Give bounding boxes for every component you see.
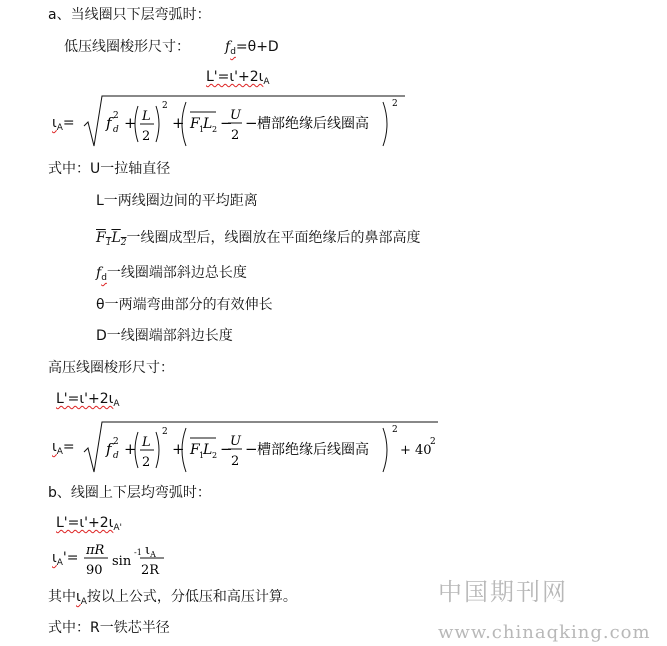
pi-R-num: πR — [86, 543, 105, 558]
low-voltage-label: 低压线圈梭形尺寸： — [64, 39, 190, 55]
two-den: 2 — [142, 129, 151, 144]
def-L: L一两线圈边间的平均距离 — [96, 193, 258, 209]
section-a-heading: a、当线圈只下层弯弧时： — [48, 7, 211, 23]
lA-prime-label: $\iota_A'=$ — [52, 550, 79, 568]
lA-formula-high — [80, 418, 450, 478]
F1-sub: 1 — [199, 125, 205, 134]
L-prime-formula-a — [206, 68, 270, 91]
L2-sub: 2 — [212, 125, 218, 134]
U-num: U — [230, 108, 241, 123]
svg-text:2: 2 — [162, 427, 168, 437]
lA-eq: = — [62, 115, 75, 131]
svg-text:−: − — [245, 114, 258, 132]
svg-text:d: d — [113, 451, 119, 461]
svg-text:2: 2 — [142, 455, 151, 470]
f-sub: d — [113, 125, 119, 135]
svg-text:+: + — [172, 440, 185, 458]
svg-text:f: f — [106, 440, 112, 458]
note-line: 其中$\iota_A$按以上公式，分低压和高压计算。 — [48, 589, 297, 607]
exp-40: 2 — [430, 437, 436, 447]
L-prime-sub: A — [263, 77, 270, 87]
svg-text:−: − — [245, 440, 258, 458]
L-prime-text: L'=ι'+2ι — [206, 69, 264, 85]
fd-def-text: 一线圈端部斜边总长度 — [106, 265, 247, 281]
svg-text:1: 1 — [199, 451, 205, 460]
two-den-U: 2 — [231, 128, 240, 143]
def-fd: $f_d$一线圈端部斜边总长度 — [96, 265, 247, 283]
arg-num: $\iota_A$ — [145, 543, 156, 559]
f-term: f — [106, 114, 112, 132]
svg-text:槽部绝缘后线圈高: 槽部绝缘后线圈高 — [257, 442, 369, 458]
def-F1L2 — [96, 229, 420, 252]
svg-text:2: 2 — [113, 437, 119, 447]
sin-exp: -1 — [134, 548, 142, 557]
den-90: 90 — [86, 563, 103, 578]
svg-text:U: U — [230, 434, 241, 449]
L2-term: L — [203, 116, 213, 132]
svg-text:L: L — [142, 435, 151, 450]
svg-text:−: − — [220, 440, 233, 458]
lA-sub: A — [56, 123, 63, 133]
exp2-outer: 2 — [392, 99, 398, 109]
section-b-heading: b、线圈上下层均弯弧时： — [48, 485, 211, 501]
watermark-cn: 中国期刊网 — [438, 578, 568, 606]
slot-height-text: 槽部绝缘后线圈高 — [257, 116, 369, 132]
fd-symbol: f — [225, 39, 231, 55]
fd-formula — [225, 38, 279, 61]
svg-text:2: 2 — [231, 454, 240, 469]
svg-text:+: + — [124, 440, 137, 458]
lA-label-a — [52, 114, 75, 137]
fd-rest: =θ+D — [235, 39, 279, 55]
lA-symbol: ι — [52, 115, 57, 131]
exp2-a: 2 — [162, 101, 168, 111]
arg-den: 2R — [141, 563, 160, 578]
sin-text: sin — [112, 554, 132, 569]
svg-text:2: 2 — [392, 425, 398, 435]
R-definition: 式中：R一铁芯半径 — [48, 620, 170, 636]
lA-formula-low — [80, 92, 410, 152]
high-voltage-label: 高压线圈梭形尺寸： — [48, 360, 174, 376]
svg-text:+: + — [124, 114, 137, 132]
L-num: L — [142, 109, 151, 124]
def-intro: 式中：U一拉轴直径 — [48, 161, 171, 177]
watermark-url: www.chinaqking.com — [438, 622, 651, 643]
F1L2-text: 一线圈成型后，线圈放在平面绝缘后的鼻部高度 — [126, 230, 421, 246]
svg-text:2: 2 — [212, 451, 218, 460]
svg-text:F: F — [190, 442, 200, 458]
svg-text:+: + — [172, 114, 185, 132]
plus-40-term: + 40 — [400, 443, 432, 458]
def-D: D一线圈端部斜边长度 — [96, 328, 233, 344]
svg-text:L: L — [203, 442, 213, 458]
def-theta: θ一两端弯曲部分的有效伸长 — [96, 297, 273, 313]
f-exp: 2 — [113, 111, 119, 121]
F1-term: F — [190, 116, 200, 132]
fd-sub: d — [230, 47, 236, 57]
L-prime-formula-hv: $L'=\iota'+2\iota_A$ — [56, 391, 120, 409]
lA-prime-formula — [84, 540, 174, 580]
L-prime-formula-b: $L'=\iota'+2\iota_{A'}$ — [56, 515, 122, 533]
lA-label-hv: $\iota_A=$ — [52, 439, 75, 457]
F1L2-symbol: $F_1L_2$ — [96, 230, 127, 248]
svg-text:−: − — [220, 114, 233, 132]
